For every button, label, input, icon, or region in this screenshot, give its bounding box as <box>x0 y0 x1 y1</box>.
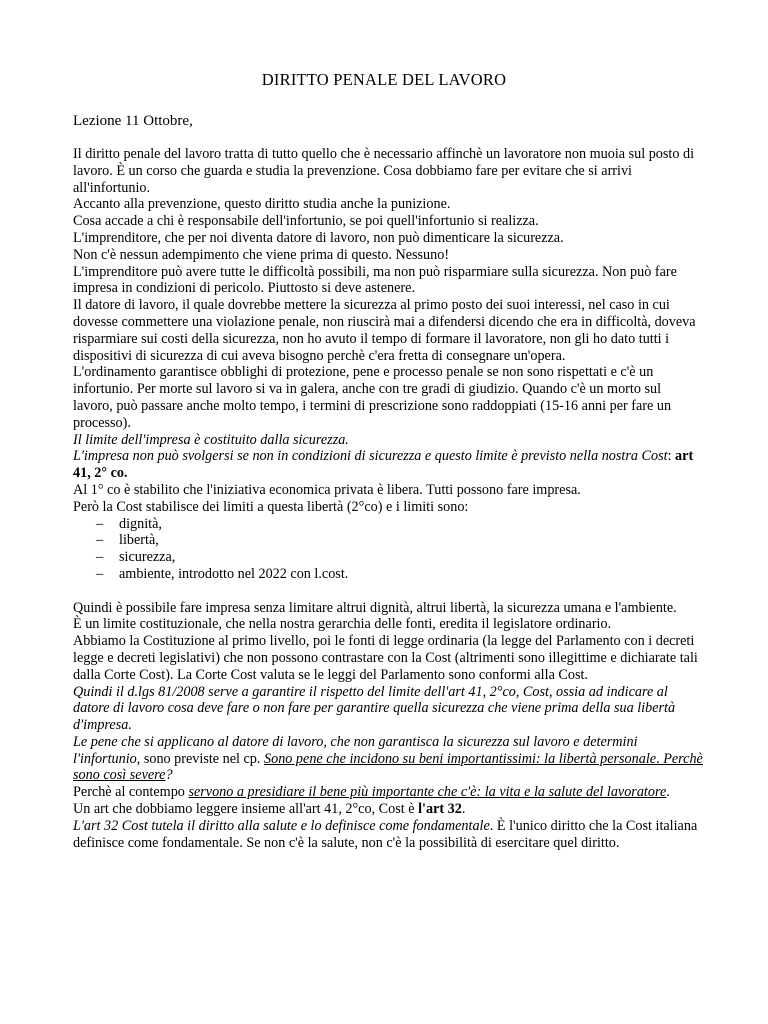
italic-paragraph: Quindi il d.lgs 81/2008 serve a garantire il rispetto del limite dell'art 41, 2°co, Cost, ossia ad indicare al datore di lavoro cosa deve fare o non fare per garantire quella sicurezza che viene prima della sua libertà d'impresa. <box>73 683 676 734</box>
italic-text: L'impresa non può svolgersi se non in condizioni di sicurezza e questo limite è previsto nella nostra Cost <box>73 448 668 465</box>
paragraph <box>73 801 703 818</box>
paragraph: L'imprenditore, che per noi diventa datore di lavoro, non può dimenticare la sicurezza. <box>73 229 564 246</box>
paragraph <box>73 734 703 784</box>
text-segment: Un art che dobbiamo leggere insieme all'art 41, 2°co, Cost è <box>73 801 419 818</box>
list-item-text: dignità, <box>119 515 162 532</box>
list-item <box>96 549 703 566</box>
bold-text: l'art 32 <box>418 801 462 818</box>
paragraph: Il diritto penale del lavoro tratta di tutto quello che è necessario affinchè un lavoratore non muoia sul posto di lavoro. È un corso che guarda e studia la prevenzione. Cosa dobbiamo fare per evitare che si arrivi all'infortunio. <box>73 146 695 196</box>
paragraph: È un limite costituzionale, che nella nostra gerarchia delle fonti, eredita il legislatore ordinario. <box>73 616 612 633</box>
text-segment: : <box>667 448 676 465</box>
text-segment: ? <box>165 767 173 784</box>
underlined-italic-text: Sono pene che incidono su beni importantissimi: la libertà personale <box>264 750 657 767</box>
dash-bullet: – <box>96 515 104 532</box>
lesson-date: Lezione 11 Ottobre, <box>73 113 193 129</box>
paragraph: Al 1° co è stabilito che l'iniziativa economica privata è libera. Tutti possono fare impresa. <box>73 481 581 498</box>
text-segment: . <box>656 750 664 767</box>
paragraph: Quindi è possibile fare impresa senza limitare altrui dignità, altrui libertà, la sicurezza umana e l'ambiente. <box>73 599 677 616</box>
blank-line <box>73 583 703 600</box>
list-item <box>96 532 703 549</box>
list-item <box>96 566 703 583</box>
text-segment: . <box>666 784 670 801</box>
italic-paragraph: Il limite dell'impresa è costituito dalla sicurezza. <box>73 431 349 448</box>
dash-bullet: – <box>96 532 104 549</box>
text-segment: . <box>461 801 466 818</box>
dash-bullet: – <box>96 565 104 582</box>
paragraph: Non c'è nessun adempimento che viene prima di questo. Nessuno! <box>73 246 450 263</box>
paragraph: Però la Cost stabilisce dei limiti a questa libertà (2°co) e i limiti sono: <box>73 498 469 515</box>
paragraph: Accanto alla prevenzione, questo diritto studia anche la punizione. <box>73 196 451 213</box>
list-item-text: sicurezza, <box>119 549 176 566</box>
paragraph: Cosa accade a chi è responsabile dell'infortunio, se poi quell'infortunio si realizza. <box>73 213 539 230</box>
limits-list <box>73 516 703 583</box>
paragraph <box>73 784 703 801</box>
paragraph: L'ordinamento garantisce obblighi di protezione, pene e processo penale se non sono rispettati e c'è un infortunio. Per morte sul lavoro si va in galera, anche con tre gradi di giudizio. Quando c'è un morto sul lavoro, può passare anche molto tempo, i termini di prescrizione sono raddoppiati (15-16 anni per fare un processo). <box>73 364 672 431</box>
list-item-text: ambiente, introdotto nel 2022 con l.cost. <box>119 565 349 582</box>
paragraph: Abbiamo la Costituzione al primo livello, poi le fonti di legge ordinaria (la legge del Parlamento con i decreti legge e decreti legislativi) che non possono contrastare con la Cost (altrimenti sono illegittime e dichiarate tali dalla Corte Cost). La Corte Cost valuta se le leggi del Parlamento sono conformi alla Cost. <box>73 633 698 683</box>
paragraph: L'imprenditore può avere tutte le difficoltà possibili, ma non può risparmiare sulla sicurezza. Non può fare impresa in condizioni di pericolo. Piuttosto si deve astenere. <box>73 263 677 297</box>
underlined-italic-text: Perchè sono così severe <box>73 750 703 784</box>
paragraph <box>73 818 703 852</box>
list-item-text: libertà, <box>119 532 159 549</box>
italic-text: L'art 32 Cost tutela il diritto alla salute e lo definisce come fondamentale <box>73 817 490 834</box>
text-segment: , sono previste nel cp. <box>136 750 264 767</box>
document-title: DIRITTO PENALE DEL LAVORO <box>261 70 507 89</box>
list-item <box>96 516 703 533</box>
paragraph <box>73 448 703 482</box>
text-segment: . È l'unico diritto che la Cost italiana definisce come fondamentale. Se non c'è la salute, non c'è la possibilità di esercitare quel diritto. <box>73 817 698 851</box>
underlined-italic-text: servono a presidiare il bene più importante che c'è: la vita e la salute del lavoratore <box>188 784 667 801</box>
italic-text: Le pene che si applicano al datore di lavoro, che non garantisca la sicurezza sul lavoro e determini l'infortunio <box>73 733 638 767</box>
paragraph: Il datore di lavoro, il quale dovrebbe mettere la sicurezza al primo posto dei suoi interessi, nel caso in cui dovesse commettere una violazione penale, non riuscirà mai a difendersi dicendo che era in difficoltà, doveva risparmiare sui costi della sicurezza, non ho avuto il tempo di formare il lavoratore, non gli ho dato tutti i dispositivi di sicurezza di cui aveva bisogno perchè c'era fretta di consegnare un'opera. <box>73 297 696 364</box>
bold-text: art 41, 2° co. <box>73 448 694 482</box>
dash-bullet: – <box>96 549 104 566</box>
document-body <box>73 146 703 851</box>
text-segment: Perchè al contempo <box>73 784 189 801</box>
